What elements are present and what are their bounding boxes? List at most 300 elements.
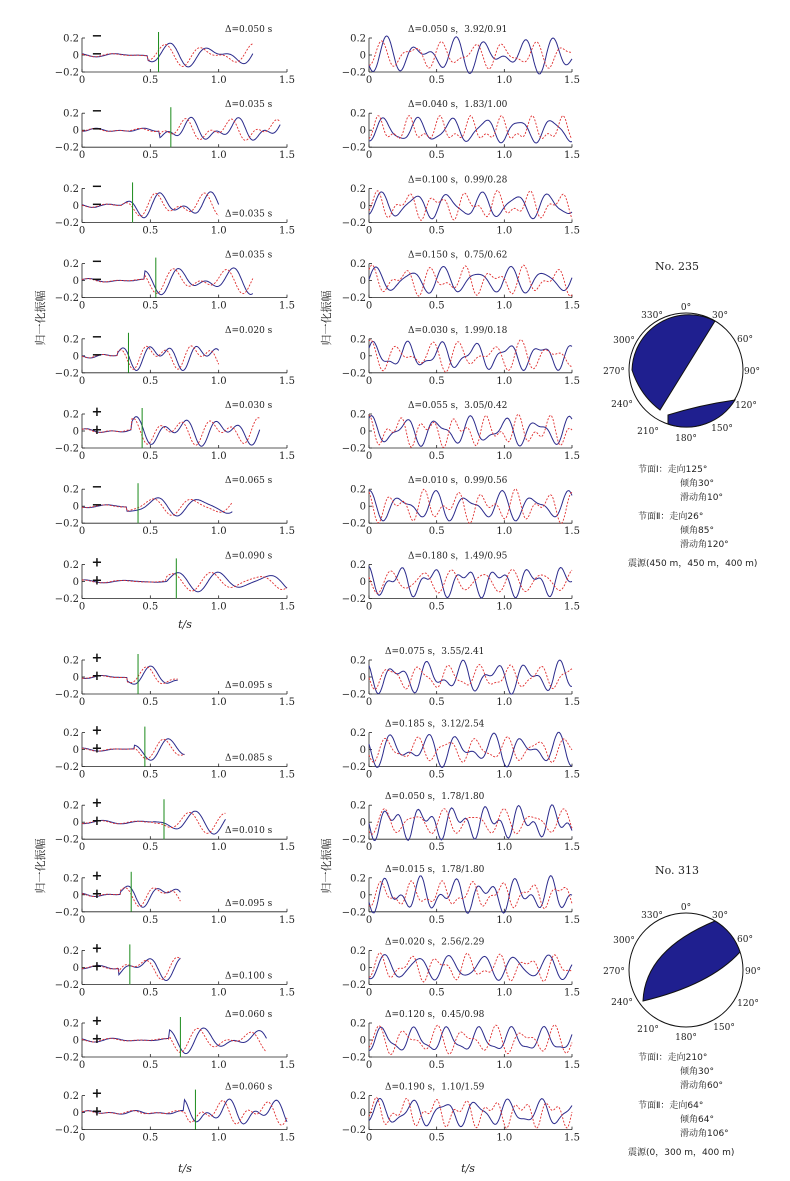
- y-tick-label: 0: [72, 351, 79, 363]
- x-tick-label: 0: [365, 769, 373, 781]
- x-tick-label: 1.0: [210, 842, 227, 854]
- left-panel: [55, 25, 295, 86]
- y-tick-label: 0: [72, 576, 79, 588]
- y-tick-label: −0.2: [54, 762, 79, 774]
- x-tick-label: 1.5: [564, 375, 580, 387]
- np1-strike: 节面Ⅰ：走向210°: [638, 1053, 708, 1063]
- x-tick-label: 1.0: [210, 914, 227, 926]
- y-tick-label: −0.2: [341, 689, 366, 701]
- synthetic-trace: [369, 953, 572, 982]
- x-tick-label: 0.5: [428, 769, 445, 781]
- x-tick-label: 0: [365, 375, 373, 387]
- x-tick-label: 0.5: [142, 225, 159, 237]
- synthetic-trace: [369, 881, 572, 909]
- x-tick-label: 1.0: [496, 451, 513, 462]
- y-tick-label: −0.2: [54, 689, 79, 701]
- synthetic-trace: [82, 1028, 267, 1052]
- x-tick-label: 1.5: [279, 601, 295, 613]
- y-tick-label: −0.2: [341, 142, 366, 154]
- observed-trace: [82, 117, 280, 140]
- ylabel-top-right: 归一化振幅: [320, 290, 333, 346]
- delta-label: Δ=0.100 s，0.99/0.28: [408, 175, 508, 186]
- x-tick-label: 1.0: [496, 300, 513, 312]
- x-tick-label: 0: [78, 526, 86, 538]
- x-tick-label: 1.0: [210, 526, 227, 538]
- right-panel: [342, 25, 580, 86]
- y-tick-label: −0.2: [341, 293, 366, 305]
- delta-label: Δ=0.050 s: [225, 25, 273, 35]
- x-tick-label: 0.5: [142, 1060, 159, 1071]
- y-tick-label: −0.2: [341, 368, 366, 380]
- observed-trace: [369, 36, 572, 74]
- x-tick-label: 1.0: [210, 375, 227, 387]
- svg-text:60°: 60°: [737, 335, 753, 345]
- x-tick-label: 0: [365, 1060, 373, 1071]
- observed-trace: [82, 1099, 287, 1124]
- svg-text:120°: 120°: [737, 999, 759, 1009]
- np1-dip: 倾角30°: [680, 1067, 714, 1077]
- y-tick-label: 0.2: [350, 655, 366, 667]
- synthetic-polarity: −: [91, 272, 103, 288]
- y-tick-label: 0: [72, 276, 79, 288]
- y-tick-label: −0.2: [54, 979, 79, 991]
- y-tick-label: 0.2: [350, 800, 366, 812]
- observed-polarity: +: [91, 868, 103, 884]
- delta-label: Δ=0.095 s: [225, 898, 273, 909]
- x-tick-label: 1.0: [496, 1060, 513, 1071]
- right-panel: [342, 251, 580, 312]
- delta-label: Δ=0.150 s，0.75/0.62: [408, 250, 508, 261]
- np1-dip: 倾角30°: [680, 479, 714, 489]
- observed-polarity: +: [91, 405, 103, 420]
- y-tick-label: 0: [359, 745, 366, 757]
- x-tick-label: 0.5: [428, 1132, 445, 1144]
- synthetic-polarity: −: [91, 347, 103, 363]
- x-tick-label: 0: [365, 1132, 373, 1144]
- np1-strike: 节面Ⅰ：走向125°: [638, 465, 708, 475]
- observed-trace: [369, 341, 572, 370]
- ylabel-top-left: 归一化振幅: [34, 290, 47, 346]
- delta-label: Δ=0.010 s: [225, 826, 273, 837]
- synthetic-polarity: +: [91, 573, 103, 589]
- synthetic-polarity: +: [91, 1104, 103, 1120]
- ylabel-bottom-right: 归一化振幅: [320, 838, 333, 894]
- synthetic-polarity: +: [91, 886, 103, 902]
- observed-trace: [369, 566, 572, 598]
- svg-text:30°: 30°: [712, 311, 728, 321]
- right-panel: [342, 937, 580, 998]
- y-tick-label: 0.2: [63, 259, 79, 271]
- observed-polarity: +: [91, 1014, 103, 1029]
- y-tick-label: 0: [359, 576, 366, 588]
- synthetic-trace: [82, 812, 226, 833]
- y-tick-label: −0.2: [341, 907, 366, 919]
- x-tick-label: 0.5: [142, 300, 159, 312]
- y-tick-label: 0: [72, 745, 79, 757]
- x-tick-label: 1.5: [279, 697, 295, 708]
- delta-label: Δ=0.185 s，3.12/2.54: [385, 719, 485, 730]
- svg-text:210°: 210°: [637, 427, 659, 437]
- y-tick-label: 0.2: [63, 334, 79, 346]
- observed-polarity: −: [91, 179, 103, 195]
- x-tick-label: 1.0: [210, 1132, 227, 1144]
- x-tick-label: 1.0: [496, 914, 513, 926]
- y-tick-label: −0.2: [54, 518, 79, 530]
- y-tick-label: 0.2: [350, 559, 366, 571]
- x-tick-label: 0.5: [142, 75, 159, 86]
- x-tick-label: 1.5: [279, 300, 295, 312]
- svg-text:180°: 180°: [675, 1033, 697, 1043]
- right-panel: [342, 175, 580, 236]
- event-235: [603, 260, 760, 569]
- right-panel: [342, 326, 580, 387]
- x-tick-label: 1.5: [564, 769, 580, 781]
- left-panel: [55, 796, 295, 853]
- delta-label: Δ=0.055 s，3.05/0.42: [408, 401, 508, 411]
- delta-label: Δ=0.095 s: [225, 681, 273, 691]
- delta-label: Δ=0.050 s，1.78/1.80: [385, 792, 485, 803]
- right-panel: [342, 100, 580, 161]
- svg-text:300°: 300°: [613, 936, 635, 946]
- y-tick-label: 0: [359, 50, 366, 62]
- left-panel: [55, 724, 295, 781]
- x-tick-label: 0.5: [428, 987, 445, 999]
- y-tick-label: −0.2: [54, 593, 79, 605]
- svg-text:180°: 180°: [675, 434, 697, 444]
- right-panel: [342, 720, 580, 781]
- x-tick-label: 1.0: [210, 987, 227, 999]
- y-tick-label: 0.2: [350, 1018, 366, 1030]
- source-location: 震源(0，300 m，400 m): [628, 1148, 735, 1158]
- y-tick-label: 0: [72, 1108, 79, 1120]
- x-tick-label: 1.5: [564, 1060, 580, 1071]
- x-tick-label: 0: [78, 769, 86, 781]
- y-tick-label: −0.2: [54, 1052, 79, 1064]
- y-tick-label: −0.2: [54, 368, 79, 380]
- observed-trace: [369, 876, 572, 914]
- x-tick-label: 0.5: [142, 150, 159, 162]
- x-tick-label: 1.0: [496, 601, 513, 613]
- observed-polarity: −: [91, 329, 103, 345]
- right-panel: [342, 551, 580, 612]
- x-tick-label: 1.0: [496, 150, 513, 162]
- y-tick-label: 0.2: [350, 108, 366, 120]
- observed-polarity: +: [91, 555, 103, 571]
- y-tick-label: −0.2: [341, 1125, 366, 1137]
- y-tick-label: 0: [72, 200, 79, 212]
- y-tick-label: 0: [72, 125, 79, 137]
- y-tick-label: 0.2: [63, 1018, 79, 1030]
- delta-label: Δ=0.030 s，1.99/0.18: [408, 325, 508, 336]
- x-tick-label: 0.5: [142, 601, 159, 613]
- x-tick-label: 0.5: [428, 150, 445, 162]
- svg-text:120°: 120°: [735, 401, 757, 411]
- y-tick-label: 0.2: [63, 33, 79, 45]
- y-tick-label: 0: [72, 501, 79, 513]
- y-tick-label: 0: [359, 351, 366, 363]
- svg-text:90°: 90°: [744, 367, 760, 377]
- y-tick-label: −0.2: [54, 293, 79, 305]
- x-tick-label: 0.5: [142, 1132, 159, 1144]
- svg-text:90°: 90°: [745, 967, 761, 977]
- y-tick-label: 0: [72, 50, 79, 62]
- svg-text:0°: 0°: [680, 903, 692, 913]
- y-tick-label: 0.2: [350, 334, 366, 346]
- beachball-313: [629, 913, 743, 1027]
- y-tick-label: 0.2: [63, 484, 79, 496]
- synthetic-trace: [369, 489, 572, 523]
- x-tick-label: 0.5: [428, 842, 445, 854]
- observed-polarity: +: [91, 941, 103, 957]
- x-tick-label: 1.5: [564, 75, 580, 86]
- synthetic-polarity: +: [91, 741, 103, 757]
- x-tick-label: 1.5: [279, 842, 295, 854]
- np2-strike: 节面Ⅱ：走向64°: [638, 1101, 704, 1111]
- delta-label: Δ=0.010 s，0.99/0.56: [408, 476, 508, 487]
- delta-label: Δ=0.035 s: [225, 250, 273, 261]
- x-tick-label: 0: [78, 75, 86, 86]
- synthetic-trace: [369, 737, 572, 763]
- y-tick-label: 0: [359, 501, 366, 513]
- y-tick-label: 0.2: [63, 1091, 79, 1103]
- right-panel: [342, 792, 580, 853]
- x-tick-label: 1.0: [496, 526, 513, 538]
- synthetic-trace: [369, 569, 572, 593]
- x-tick-label: 1.0: [496, 697, 513, 708]
- x-tick-label: 1.0: [210, 1060, 227, 1071]
- x-tick-label: 1.0: [496, 375, 513, 387]
- x-tick-label: 0.5: [428, 451, 445, 462]
- synthetic-trace: [369, 665, 572, 690]
- y-tick-label: −0.2: [341, 518, 366, 530]
- left-panel: [55, 401, 295, 462]
- x-tick-label: 0: [365, 75, 373, 86]
- np2-dip: 倾角85°: [680, 526, 714, 536]
- x-tick-label: 0: [78, 1060, 86, 1071]
- synthetic-trace: [369, 190, 572, 220]
- synthetic-trace: [369, 340, 572, 372]
- left-panel: [55, 1083, 295, 1144]
- x-tick-label: 0.5: [142, 375, 159, 387]
- y-tick-label: −0.2: [54, 834, 79, 846]
- y-tick-label: −0.2: [54, 217, 79, 229]
- y-tick-label: 0: [359, 426, 366, 438]
- y-tick-label: 0.2: [350, 259, 366, 271]
- delta-label: Δ=0.035 s: [225, 209, 273, 220]
- delta-label: Δ=0.020 s，2.56/2.29: [385, 937, 485, 948]
- synthetic-polarity: +: [91, 814, 103, 830]
- synthetic-polarity: −: [91, 47, 103, 62]
- right-panel: [342, 1010, 580, 1071]
- x-tick-label: 0.5: [142, 987, 159, 999]
- y-tick-label: 0: [359, 672, 366, 684]
- x-tick-label: 1.0: [210, 300, 227, 312]
- event-title: No. 235: [654, 260, 700, 273]
- left-panel: [55, 179, 295, 236]
- x-tick-label: 1.5: [279, 987, 295, 999]
- synthetic-trace: [369, 265, 572, 296]
- y-tick-label: 0.2: [63, 800, 79, 812]
- svg-text:270°: 270°: [603, 367, 625, 377]
- y-tick-label: −0.2: [54, 907, 79, 919]
- x-tick-label: 0: [78, 914, 86, 926]
- y-tick-label: −0.2: [341, 979, 366, 991]
- x-tick-label: 0.5: [142, 451, 159, 462]
- np1-rake: 滑动角10°: [680, 493, 723, 503]
- observed-polarity: +: [91, 1086, 103, 1102]
- y-tick-label: 0.2: [63, 945, 79, 957]
- x-tick-label: 0.5: [428, 697, 445, 708]
- source-location: 震源(450 m，450 m，400 m): [628, 559, 758, 569]
- synthetic-polarity: +: [91, 423, 103, 438]
- x-tick-label: 0.5: [428, 1060, 445, 1071]
- synthetic-polarity: +: [91, 1032, 103, 1047]
- x-tick-label: 1.0: [496, 75, 513, 86]
- observed-trace: [369, 1099, 572, 1127]
- observed-polarity: +: [91, 651, 103, 666]
- left-panel: [55, 651, 295, 708]
- right-panel: [342, 401, 580, 462]
- y-tick-label: 0.2: [350, 409, 366, 421]
- np1-rake: 滑动角60°: [680, 1081, 723, 1091]
- synthetic-trace: [82, 119, 280, 141]
- x-tick-label: 1.0: [210, 75, 227, 86]
- y-tick-label: −0.2: [341, 67, 366, 79]
- y-tick-label: 0.2: [350, 484, 366, 496]
- delta-label: Δ=0.015 s，1.78/1.80: [385, 864, 485, 875]
- x-tick-label: 0.5: [428, 300, 445, 312]
- observed-polarity: +: [91, 796, 103, 812]
- delta-label: Δ=0.030 s: [225, 401, 273, 411]
- synthetic-trace: [369, 41, 572, 69]
- x-tick-label: 1.0: [210, 225, 227, 237]
- x-tick-label: 1.5: [279, 1060, 295, 1071]
- y-tick-label: −0.2: [54, 443, 79, 455]
- delta-label: Δ=0.090 s: [225, 551, 273, 562]
- synthetic-trace: [369, 414, 572, 447]
- y-tick-label: 0.2: [63, 873, 79, 885]
- x-tick-label: 0: [78, 1132, 86, 1144]
- x-tick-label: 1.0: [210, 150, 227, 162]
- svg-text:330°: 330°: [641, 911, 663, 921]
- y-tick-label: −0.2: [341, 593, 366, 605]
- left-panel: [55, 476, 295, 537]
- x-tick-label: 1.5: [564, 300, 580, 312]
- y-tick-label: 0: [359, 1035, 366, 1047]
- left-panel: [55, 326, 295, 387]
- observed-polarity: −: [91, 254, 103, 270]
- x-tick-label: 0: [365, 987, 373, 999]
- y-tick-label: 0.2: [350, 183, 366, 195]
- observed-trace: [82, 417, 260, 447]
- observed-polarity: −: [91, 480, 103, 496]
- y-tick-label: −0.2: [54, 67, 79, 79]
- x-tick-label: 1.5: [279, 150, 295, 162]
- x-tick-label: 0.5: [142, 769, 159, 781]
- delta-label: Δ=0.100 s: [225, 971, 273, 982]
- y-tick-label: 0: [359, 890, 366, 902]
- y-tick-label: 0.2: [350, 873, 366, 885]
- x-tick-label: 0: [365, 601, 373, 613]
- svg-text:150°: 150°: [711, 424, 733, 434]
- y-tick-label: 0.2: [350, 33, 366, 45]
- x-tick-label: 0: [78, 601, 86, 613]
- right-panel: [342, 476, 580, 537]
- np2-dip: 倾角64°: [680, 1115, 714, 1125]
- x-tick-label: 0: [78, 225, 86, 237]
- y-tick-label: 0: [359, 200, 366, 212]
- x-tick-label: 1.5: [564, 842, 580, 854]
- x-tick-label: 1.0: [496, 1132, 513, 1144]
- x-tick-label: 1.5: [279, 75, 295, 86]
- y-tick-label: 0.2: [350, 728, 366, 740]
- waveform-panels: [55, 25, 580, 1144]
- x-tick-label: 1.5: [279, 1132, 295, 1144]
- observed-trace: [369, 491, 572, 521]
- x-tick-label: 0: [78, 375, 86, 387]
- observed-trace: [369, 117, 572, 143]
- svg-text:150°: 150°: [713, 1023, 735, 1033]
- x-tick-label: 0.5: [428, 601, 445, 613]
- svg-text:300°: 300°: [613, 336, 635, 346]
- x-tick-label: 1.0: [496, 842, 513, 854]
- x-tick-label: 0: [78, 150, 86, 162]
- synthetic-trace: [369, 1097, 572, 1128]
- x-tick-label: 0: [78, 697, 86, 708]
- x-tick-label: 1.0: [496, 987, 513, 999]
- x-tick-label: 1.0: [210, 601, 227, 613]
- y-tick-label: 0: [72, 817, 79, 829]
- y-tick-label: 0.2: [63, 409, 79, 421]
- left-panel: [55, 251, 295, 312]
- x-tick-label: 0: [365, 451, 373, 462]
- right-panel: [342, 1083, 580, 1144]
- y-tick-label: 0: [359, 1108, 366, 1120]
- x-tick-label: 0: [78, 451, 86, 462]
- x-tick-label: 0: [365, 697, 373, 708]
- y-tick-label: 0: [72, 962, 79, 974]
- synthetic-polarity: +: [91, 959, 103, 975]
- right-panel: [342, 865, 580, 926]
- x-tick-label: 0: [365, 300, 373, 312]
- observed-trace: [369, 266, 572, 293]
- left-panel: [55, 551, 295, 612]
- np2-rake: 滑动角120°: [680, 540, 729, 550]
- delta-label: Δ=0.065 s: [225, 476, 273, 487]
- svg-text:270°: 270°: [603, 967, 625, 977]
- x-tick-label: 1.5: [279, 526, 295, 538]
- x-tick-label: 1.0: [496, 225, 513, 237]
- left-panel: [55, 100, 295, 161]
- x-tick-label: 0: [365, 526, 373, 538]
- x-tick-label: 1.5: [564, 150, 580, 162]
- y-tick-label: −0.2: [54, 142, 79, 154]
- x-tick-label: 1.0: [210, 769, 227, 781]
- x-tick-label: 1.5: [279, 451, 295, 462]
- y-tick-label: 0.2: [63, 728, 79, 740]
- x-tick-label: 1.5: [564, 697, 580, 708]
- synthetic-trace: [82, 346, 219, 369]
- y-tick-label: 0: [72, 672, 79, 684]
- x-tick-label: 0: [365, 225, 373, 237]
- x-tick-label: 0: [78, 300, 86, 312]
- x-tick-label: 1.5: [279, 225, 295, 237]
- y-tick-label: 0.2: [350, 945, 366, 957]
- beachball-235: [629, 313, 743, 427]
- delta-label: Δ=0.180 s，1.49/0.95: [408, 551, 508, 562]
- y-tick-label: −0.2: [54, 1125, 79, 1137]
- synthetic-polarity: +: [91, 669, 103, 684]
